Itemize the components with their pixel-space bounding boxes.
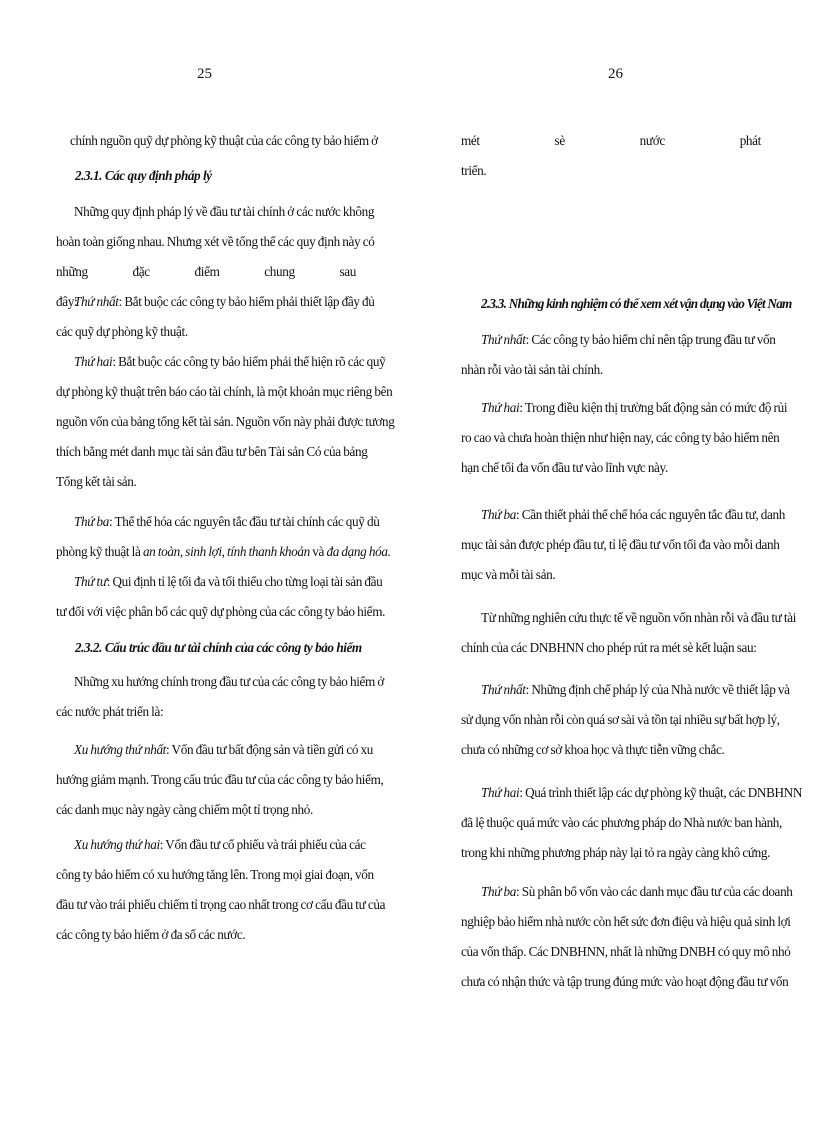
page-number-right: 26	[608, 66, 623, 82]
paragraph-first-trend: Xu hướng thứ nhất: Vốn đầu tư bất động sản và tiền gửi có xu hướng giảm mạnh. Trong cấu trúc đầu tư của các công ty bảo hiểm, các danh mục này ngày càng chiếm một tỉ trọng nhỏ.	[56, 742, 384, 817]
heading-2-3-2: 2.3.2. Cấu trúc đầu tư tài chính của các công ty bảo hiểm	[75, 640, 362, 655]
paragraph-lesson-first: Thứ nhất: Các công ty bảo hiểm chỉ nên tập trung đầu tư vốn nhàn rỗi vào tài sản tài chính.	[461, 332, 776, 377]
page-number-left: 25	[197, 66, 212, 82]
paragraph-conclusion-first: Thứ nhất: Những định chế pháp lý của Nhà nước về thiết lập và sử dụng vốn nhàn rỗi còn quá sơ sài và tồn tại nhiều sự bất hợp lý, chưa có những cơ sở khoa học và thực tiễn vững chắc.	[461, 682, 790, 757]
paragraph-third-rule: Thứ ba: Thể thể hóa các nguyên tắc đầu tư tài chính các quỹ dù phòng kỹ thuật là an toàn, sinh lợi, tính thanh khoản và đa dạng hóa.	[56, 514, 391, 559]
paragraph-second-trend: Xu hướng thứ hai: Vốn đầu tư cổ phiếu và trái phiếu của các công ty bảo hiểm có xu hướng tăng lên. Trong mọi giai đoạn, vốn đầu tư vào trái phiếu chiếm tỉ trọng cao nhất trong cơ cấu đầu tư của các công ty bảo hiểm ở đa số các nước.	[56, 837, 386, 942]
paragraph-second-rule: Thứ hai: Bắt buộc các công ty bảo hiểm phải thể hiện rõ các quỹ dự phòng kỹ thuật trên báo cáo tài chính, là một khoản mục riêng bên nguồn vốn của bảng tổng kết tài sản. Nguồn vốn này phải được tương thích bằng mét danh mục tài sản đầu tư bên Tài sản Có của bảng Tổng kết tài sản.	[56, 354, 395, 489]
paragraph-first-rule: Thứ nhất: Bắt buộc các công ty bảo hiểm phải thiết lập đầy đủ các quỹ dự phòng kỹ thuật.	[56, 294, 375, 339]
left-continuation-line: chính nguồn quỹ dự phòng kỹ thuật của các công ty bảo hiểm ở	[70, 133, 378, 148]
paragraph-trends-intro: Những xu hướng chính trong đầu tư của các công ty bảo hiểm ở các nước phát triển là:	[56, 674, 385, 719]
heading-2-3-1: 2.3.1. Các quy định pháp lý	[75, 168, 212, 183]
paragraph-fourth-rule: Thứ tư: Qui định tỉ lệ tối đa và tối thiểu cho từng loại tài sản đầu tư đối với việc phân bổ các quỹ dự phòng của các công ty bảo hiểm.	[56, 574, 386, 619]
paragraph-conclusion-third: Thứ ba: Sù phân bổ vốn vào các danh mục đầu tư của các doanh nghiệp bảo hiểm nhà nước còn hết sức đơn điệu và hiệu quả sinh lợi của vốn thấp. Các DNBHNN, nhất là những DNBH có quy mô nhỏ chưa có nhận thức và tập trung đúng mức vào hoạt động đầu tư vốn	[461, 884, 793, 989]
paragraph-legal-intro: Những quy định pháp lý về đầu tư tài chính ở các nước không hoàn toàn giống nhau. Nhưng xét về tổng thể các quy định này có những đặc điểm chung sau đây:	[56, 204, 375, 309]
paragraph-lesson-third: Thứ ba: Cần thiết phải thể chế hóa các nguyên tắc đầu tư, danh mục tài sản được phép đầu tư, tỉ lệ đầu tư vốn tối đa vào mỗi danh mục và mỗi tài sản.	[461, 507, 786, 582]
paragraph-conclusion-second: Thứ hai: Quá trình thiết lập các dự phòng kỹ thuật, các DNBHNN đã lệ thuộc quá mức vào các phương pháp do Nhà nước ban hành, trong khi những phương pháp này lại tỏ ra ngày càng khô cứng.	[461, 785, 803, 860]
right-continuation-line: mét sè nước phát triển.	[461, 133, 761, 178]
heading-2-3-3: 2.3.3. Những kinh nghiệm có thể xem xét vận dụng vào Việt Nam	[481, 296, 792, 311]
paragraph-lesson-second: Thứ hai: Trong điều kiện thị trường bất động sản có mức độ rủi ro cao và chưa hoàn thiện như hiện nay, các công ty bảo hiểm nên hạn chế tối đa vốn đầu tư vào lĩnh vực này.	[461, 400, 788, 475]
paragraph-conclusions-intro: Từ những nghiên cứu thực tế về nguồn vốn nhàn rỗi và đầu tư tài chính của các DNBHNN cho phép rút ra mét sè kết luận sau:	[461, 610, 797, 655]
